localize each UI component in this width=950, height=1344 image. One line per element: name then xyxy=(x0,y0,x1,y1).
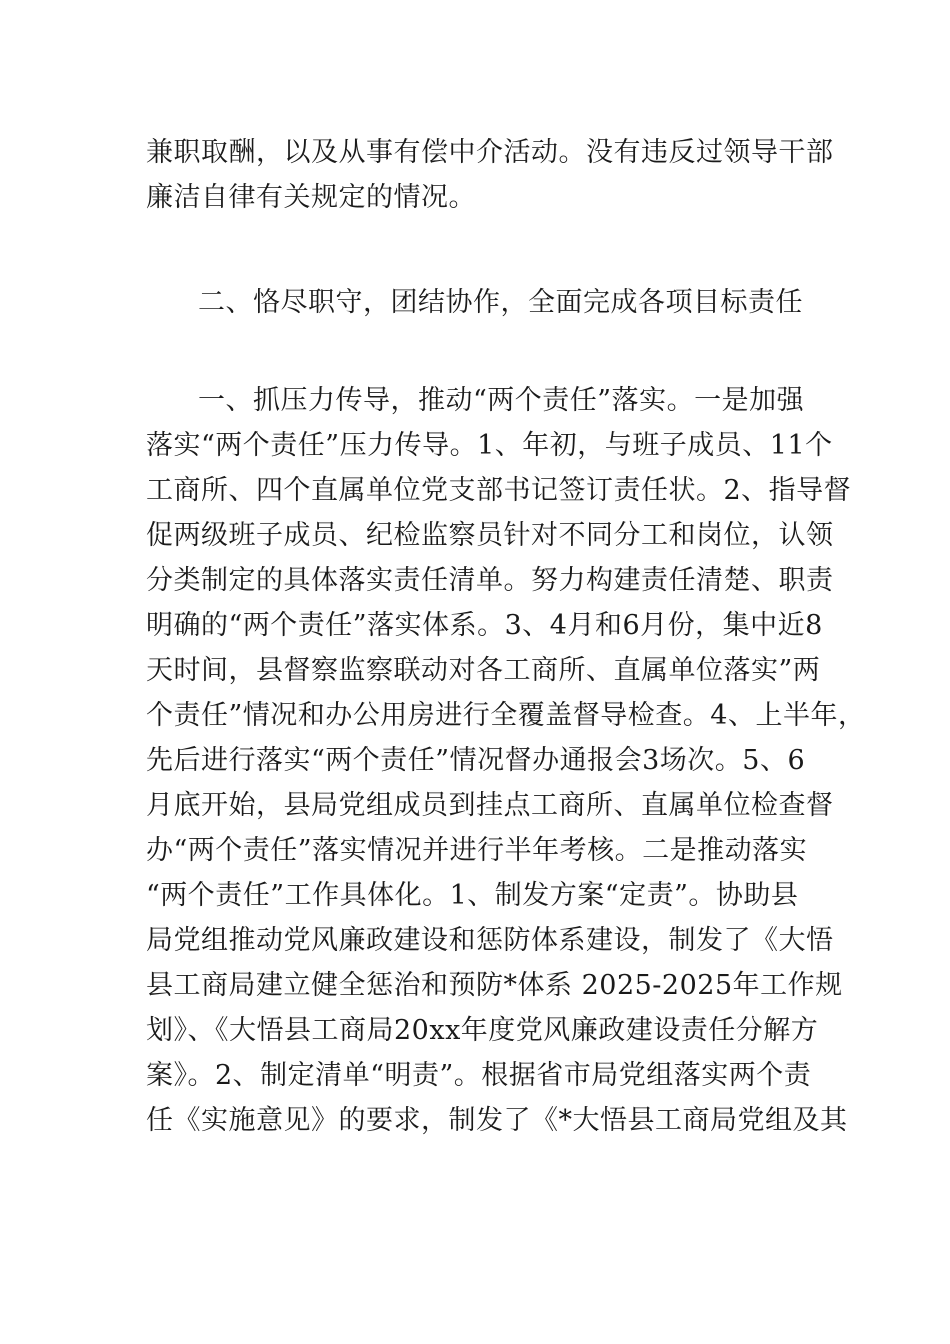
paragraph-line: 天时间，县督察监察联动对各工商所、直属单位落实”两 xyxy=(146,655,821,686)
paragraph-line: 县工商局建立健全惩治和预防*体系 2025-2025年工作规 xyxy=(146,970,843,1001)
paragraph-line: 月底开始，县局党组成员到挂点工商所、直属单位检查督 xyxy=(146,790,834,821)
paragraph-line: “两个责任”工作具体化。1、制发方案“定责”。协助县 xyxy=(146,880,799,911)
paragraph-line: 兼职取酬，以及从事有偿中介活动。没有违反过领导干部 xyxy=(146,137,834,168)
section-heading: 二、恪尽职守，团结协作，全面完成各项目标责任 xyxy=(198,287,803,318)
paragraph-line: 一、抓压力传导，推动“两个责任”落实。一是加强 xyxy=(198,385,805,416)
paragraph-line: 案》。2、制定清单“明责”。根据省市局党组落实两个责 xyxy=(146,1060,812,1091)
paragraph-line: 工商所、四个直属单位党支部书记签订责任状。2、指导督 xyxy=(146,475,852,506)
paragraph-line: 个责任”情况和办公用房进行全覆盖督导检查。4、上半年， xyxy=(146,700,866,731)
paragraph-line: 明确的“两个责任”落实体系。3、4月和6月份，集中近8 xyxy=(146,610,823,641)
paragraph-line: 落实“两个责任”压力传导。1、年初，与班子成员、11个 xyxy=(146,430,833,461)
paragraph-line: 划》、《大悟县工商局20xx年度党风廉政建设责任分解方 xyxy=(146,1015,819,1046)
paragraph-line: 任《实施意见》的要求，制发了《*大悟县工商局党组及其 xyxy=(146,1105,848,1136)
paragraph-line: 局党组推动党风廉政建设和惩防体系建设，制发了《大悟 xyxy=(146,925,834,956)
paragraph-line: 廉洁自律有关规定的情况。 xyxy=(146,182,476,213)
paragraph-line: 先后进行落实“两个责任”情况督办通报会3场次。5、6 xyxy=(146,745,806,776)
paragraph-line: 促两级班子成员、纪检监察员针对不同分工和岗位，认领 xyxy=(146,520,834,551)
paragraph-line: 分类制定的具体落实责任清单。努力构建责任清楚、职责 xyxy=(146,565,834,596)
paragraph-line: 办“两个责任”落实情况并进行半年考核。二是推动落实 xyxy=(146,835,808,866)
